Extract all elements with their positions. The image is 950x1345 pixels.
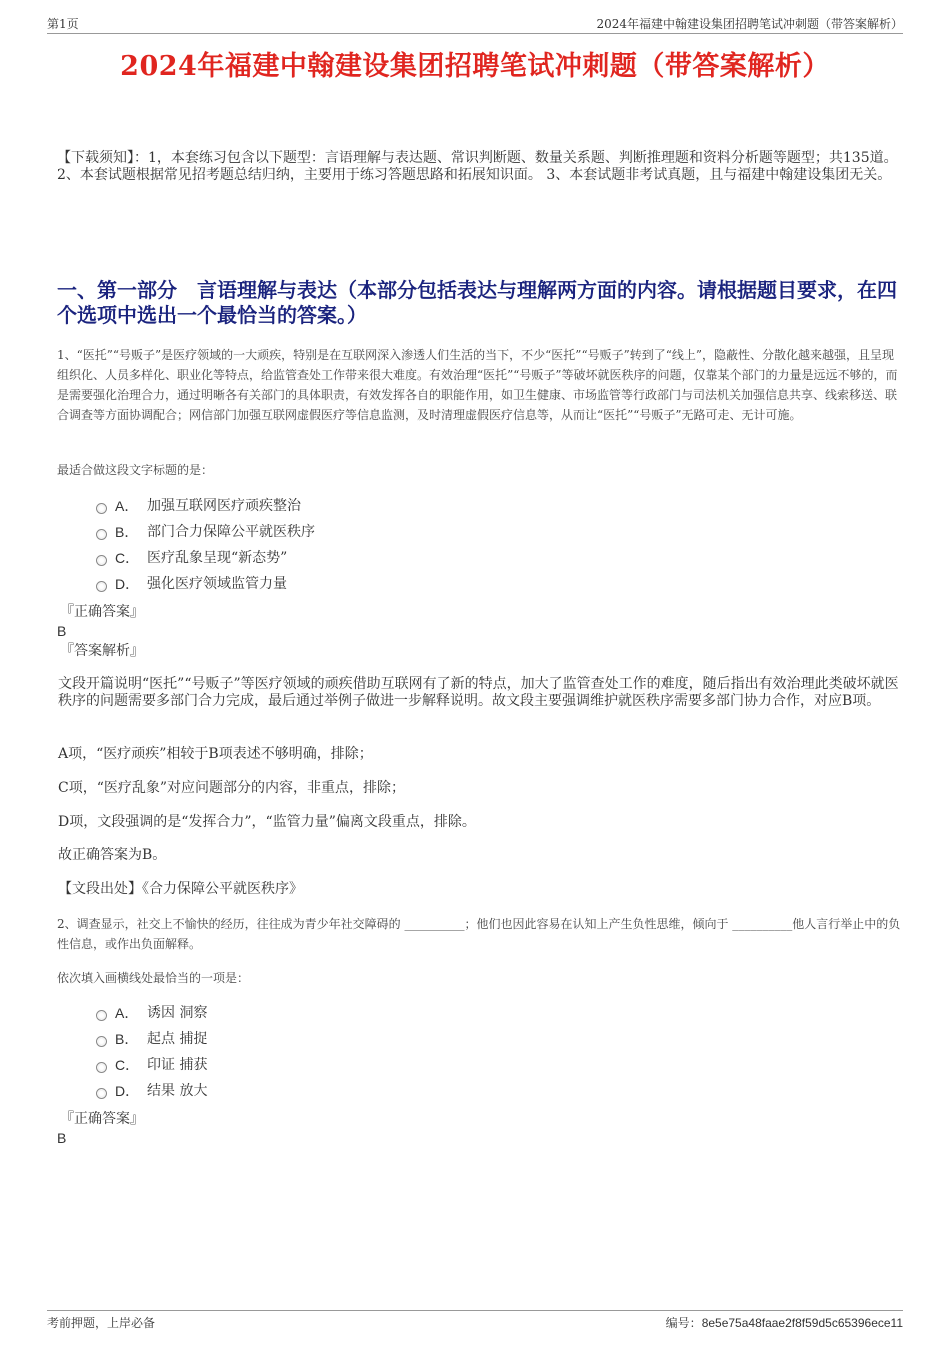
document-title: 2024年福建中翰建设集团招聘笔试冲刺题（带答案解析） [120, 51, 830, 82]
answer-value: B [57, 1130, 67, 1146]
radio-icon[interactable] [96, 1062, 107, 1073]
radio-icon[interactable] [96, 503, 107, 514]
question-1-stem: 1、“医托”“号贩子”是医疗领域的一大顽疾，特别是在互联网深入渗透人们生活的当下，不少“医托”“号贩子”转到了“线上”，隐蔽性、分散化越来越强，且呈现组织化、人员多样化、职业化等特点，给监管查处工作带来很大难度。有效治理“医托”“号贩子”等破坏就医秩序的问题，仅靠某个部门的力量是远远不够的，而是需要强化治理合力，通过明晰各有关部门的具体职责，有效发挥各自的职能作用，如卫生健康、市场监管等行政部门与司法机关加强信息共享、线索移送、联合调查等方面协调配合；网信部门加强互联网虚假医疗等信息监测，及时清理虚假医疗信息等，从而让“医托”“号贩子”无路可走、无计可施。 [57, 348, 898, 422]
analysis-conclusion: 故正确答案为B。 [58, 847, 167, 863]
option-d[interactable]: D． 强化医疗领域监管力量 [96, 574, 696, 600]
radio-icon[interactable] [96, 1088, 107, 1099]
question-2-prompt: 依次填入画横线处最恰当的一项是： [57, 971, 250, 985]
question-2-stem: 2、调查显示，社交上不愉快的经历，往往成为青少年社交障碍的 __________；他们也因此容易在认知上产生负性思维，倾向于 __________他人言行举止中的负性信息，或作出负面解释。 [57, 917, 901, 951]
radio-icon[interactable] [96, 529, 107, 540]
option-a[interactable]: A． 诱因 洞察 [96, 1003, 696, 1029]
answer-label: 『正确答案』 [60, 604, 144, 620]
option-c[interactable]: C． 医疗乱象呈现“新态势” [96, 548, 696, 574]
document-code: 8e5e75a48faae2f8f59d5c65396ece11 [701, 1316, 903, 1330]
header-doc-name: 2024年福建中翰建设集团招聘笔试冲刺题（带答案解析） [596, 17, 903, 31]
option-b[interactable]: B． 起点 捕捉 [96, 1029, 696, 1055]
section-title: 一、第一部分 言语理解与表达（本部分包括表达与理解两方面的内容。请根据题目要求，在四个选项中选出一个最恰当的答案。） [57, 278, 897, 327]
radio-icon[interactable] [96, 555, 107, 566]
option-d[interactable]: D． 结果 放大 [96, 1081, 696, 1107]
answer-label: 『正确答案』 [60, 1111, 144, 1127]
analysis-line-a: A项，“医疗顽疾”相较于B项表述不够明确，排除； [58, 746, 373, 762]
question-2-options [96, 1003, 696, 1107]
analysis-label: 『答案解析』 [60, 643, 144, 659]
radio-icon[interactable] [96, 1036, 107, 1047]
page-header [47, 14, 903, 34]
option-a[interactable]: A． 加强互联网医疗顽疾整治 [96, 496, 696, 522]
page-number: 第1页 [47, 17, 79, 31]
radio-icon[interactable] [96, 1010, 107, 1021]
footer-slogan: 考前押题，上岸必备 [47, 1316, 156, 1330]
radio-icon[interactable] [96, 581, 107, 592]
page-footer [47, 1310, 903, 1330]
answer-value: B [57, 623, 67, 639]
download-notice: 【下载须知】：1，本套练习包含以下题型：言语理解与表达题、常识判断题、数量关系题、判断推理题和资料分析题等题型；共135道。 2、本套试题根据常见招考题总结归纳，主要用于练习答题思路和拓展知识面。 3、本套试题非考试真题，且与福建中翰建设集团无关。 [57, 150, 898, 183]
analysis-line-d: D项，文段强调的是“发挥合力”，“监管力量”偏离文段重点，排除。 [58, 814, 476, 830]
question-1-prompt: 最适合做这段文字标题的是： [57, 463, 214, 477]
analysis-source: 【文段出处】《合力保障公平就医秩序》 [58, 881, 303, 897]
footer-code: 编号：8e5e75a48faae2f8f59d5c65396ece11 [665, 1316, 903, 1330]
analysis-line-c: C项，“医疗乱象”对应问题部分的内容，非重点，排除； [58, 780, 406, 796]
analysis-paragraph: 文段开篇说明“医托”“号贩子”等医疗领域的顽疾借助互联网有了新的特点，加大了监管查处工作的难度，随后指出有效治理此类破坏就医秩序的问题需要多部门合力完成，最后通过举例子做进一步解释说明。故文段主要强调维护就医秩序需要多部门协力合作，对应B项。 [58, 676, 899, 709]
option-b[interactable]: B． 部门合力保障公平就医秩序 [96, 522, 696, 548]
option-c[interactable]: C． 印证 捕获 [96, 1055, 696, 1081]
question-1-options [96, 496, 696, 600]
